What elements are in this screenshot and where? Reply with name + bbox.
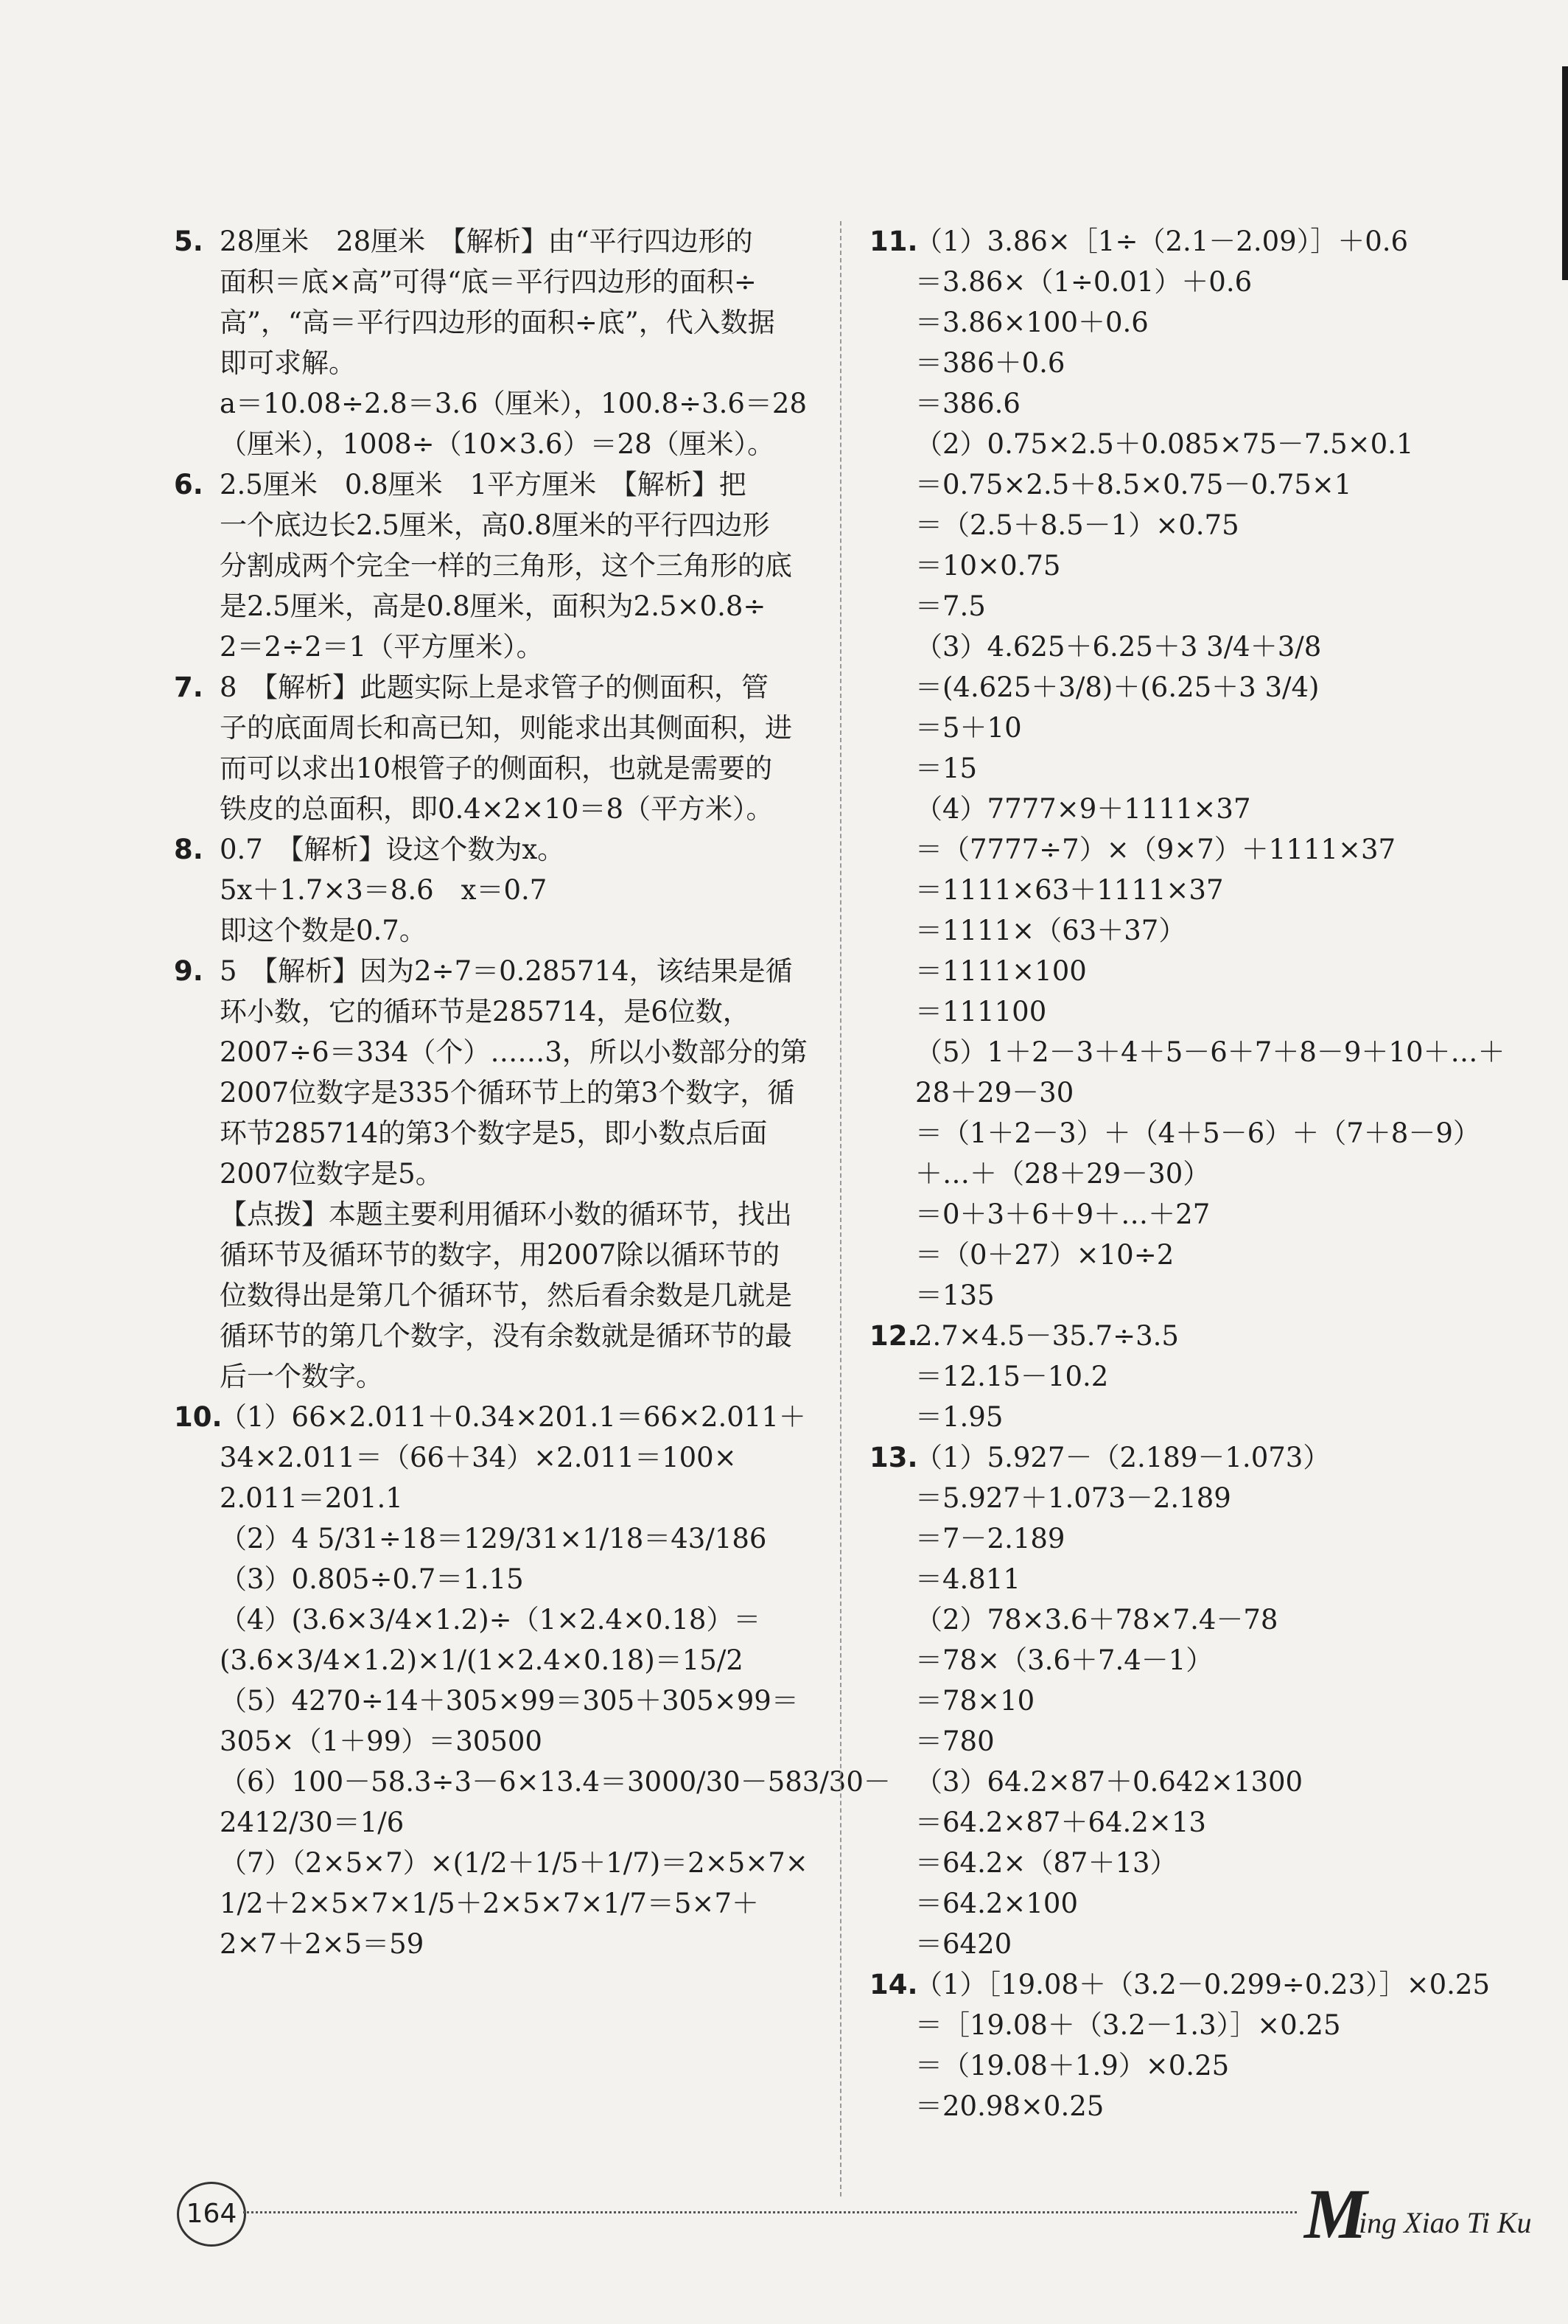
line-text: ＝3.86×（1÷0.01）＋0.6	[915, 266, 1253, 298]
line-text: ＝64.2×（87＋13）	[915, 1847, 1177, 1879]
answer-line	[869, 1113, 1518, 1154]
answer-line	[869, 262, 1518, 302]
answer-line	[174, 1640, 822, 1681]
question-block	[174, 667, 822, 829]
page-footer	[155, 2167, 1532, 2255]
line-text: （2）0.75×2.5＋0.085×75－7.5×0.1	[915, 428, 1414, 460]
answer-line	[174, 1275, 822, 1316]
answer-line	[869, 951, 1518, 991]
line-text: 环节285714的第3个数字是5，即小数点后面	[220, 1117, 768, 1149]
line-text: ＝(4.625＋3/8)＋(6.25＋3 3/4)	[915, 671, 1320, 703]
answer-line	[869, 748, 1518, 789]
answer-line	[174, 789, 822, 829]
answer-line	[174, 424, 822, 464]
line-text: 2.7×4.5－35.7÷3.5	[915, 1320, 1179, 1352]
line-text: ＝1111×（63＋37）	[915, 915, 1186, 946]
answer-line	[869, 1194, 1518, 1235]
line-text: ＝（19.08＋1.9）×0.25	[915, 2050, 1230, 2082]
question-block	[174, 951, 822, 1194]
line-text: 一个底边长2.5厘米，高0.8厘米的平行四边形	[220, 509, 770, 541]
line-text: ＋…＋（28＋29－30）	[915, 1158, 1211, 1190]
question-number: 14.	[869, 1969, 918, 2000]
answer-line	[174, 991, 822, 1032]
answer-line	[869, 1640, 1518, 1681]
answer-line	[174, 1478, 822, 1518]
line-text: （1）5.927－（2.189－1.073）	[915, 1442, 1331, 1473]
line-text: ＝4.811	[915, 1563, 1021, 1595]
answer-line	[174, 708, 822, 748]
answer-line	[174, 1924, 822, 1964]
line-text: 子的底面周长和高已知，则能求出其侧面积，进	[220, 712, 792, 744]
answer-line	[174, 1518, 822, 1559]
answer-line	[174, 1599, 822, 1640]
answer-line	[869, 2005, 1518, 2045]
line-text: ＝386.6	[915, 388, 1021, 419]
answer-line	[174, 829, 822, 870]
line-text: 分割成两个完全一样的三角形，这个三角形的底	[220, 550, 792, 582]
answer-line	[869, 1843, 1518, 1883]
line-text: （3）64.2×87＋0.642×1300	[915, 1766, 1303, 1798]
answer-line	[174, 1559, 822, 1599]
line-text: ＝0＋3＋6＋9＋…＋27	[915, 1198, 1211, 1230]
answer-line	[174, 1194, 822, 1235]
answer-line	[869, 343, 1518, 383]
line-text: 铁皮的总面积，即0.4×2×10＝8（平方米）。	[220, 793, 774, 825]
left-column	[174, 221, 891, 1964]
answer-line	[869, 424, 1518, 464]
line-text: （6）100－58.3÷3－6×13.4＝3000/30－583/30－	[220, 1766, 891, 1798]
question-block	[174, 829, 822, 951]
line-text: ＝5.927＋1.073－2.189	[915, 1482, 1231, 1514]
question-block	[869, 1964, 1518, 2126]
line-text: 是2.5厘米，高是0.8厘米，面积为2.5×0.8÷	[220, 590, 766, 622]
answer-line	[174, 1437, 822, 1478]
answer-line	[869, 2086, 1518, 2126]
answer-line	[174, 1072, 822, 1113]
line-text: 【点拨】本题主要利用循环小数的循环节，找出	[220, 1198, 792, 1230]
answer-line	[869, 1072, 1518, 1113]
question-number: 6.	[174, 469, 203, 500]
answer-line	[869, 708, 1518, 748]
answer-line	[869, 1924, 1518, 1964]
line-text: ＝［19.08＋（3.2－1.3）］×0.25	[915, 2009, 1341, 2041]
page-number: 164	[177, 2182, 246, 2247]
answer-line	[869, 1802, 1518, 1843]
question-number: 11.	[869, 226, 918, 257]
page-edge-mark	[1562, 66, 1568, 280]
line-text: ＝780	[915, 1725, 995, 1757]
answer-line	[174, 383, 822, 424]
question-block	[869, 1437, 1518, 1964]
line-text: 2.011＝201.1	[220, 1482, 403, 1514]
question-number: 9.	[174, 955, 203, 987]
line-text: ＝135	[915, 1280, 995, 1311]
answer-line	[869, 991, 1518, 1032]
line-text: ＝15	[915, 753, 978, 784]
answer-line	[869, 545, 1518, 586]
line-text: 面积＝底×高”可得“底＝平行四边形的面积÷	[220, 266, 757, 298]
line-text: ＝10×0.75	[915, 550, 1061, 582]
line-text: 2007位数字是5。	[220, 1158, 443, 1190]
line-text: 高”，“高＝平行四边形的面积÷底”，代入数据	[220, 307, 775, 338]
question-number: 12.	[869, 1320, 918, 1352]
question-block	[174, 1194, 822, 1397]
answer-line	[174, 1762, 891, 1802]
line-text: ＝5＋10	[915, 712, 1022, 744]
line-text: 5x＋1.7×3＝8.6 x＝0.7	[220, 874, 547, 906]
line-text: ＝1111×100	[915, 955, 1087, 987]
answer-line	[174, 1235, 822, 1275]
answer-line	[869, 1316, 1518, 1356]
answer-line	[174, 1154, 822, 1194]
answer-line	[869, 1154, 1518, 1194]
answer-line	[869, 910, 1518, 951]
line-text: ＝3.86×100＋0.6	[915, 307, 1149, 338]
line-text: ＝1.95	[915, 1401, 1004, 1433]
answer-line	[869, 1275, 1518, 1316]
answer-line	[869, 302, 1518, 343]
question-block	[174, 1397, 891, 1964]
question-number: 5.	[174, 226, 203, 257]
answer-line	[869, 505, 1518, 545]
line-text: ＝7－2.189	[915, 1523, 1065, 1554]
line-text: a＝10.08÷2.8＝3.6（厘米），100.8÷3.6＝28	[220, 388, 808, 419]
line-text: （7）（2×5×7）×(1/2＋1/5＋1/7)＝2×5×7×	[220, 1847, 808, 1879]
line-text: 2007÷6＝334（个）……3，所以小数部分的第	[220, 1036, 808, 1068]
answer-line	[869, 1883, 1518, 1924]
answer-line	[174, 870, 822, 910]
line-text: 循环节的第几个数字，没有余数就是循环节的最	[220, 1320, 792, 1352]
line-text: 305×（1＋99）＝30500	[220, 1725, 542, 1757]
line-text: ＝1111×63＋1111×37	[915, 874, 1224, 906]
line-text: 即可求解。	[220, 347, 356, 379]
line-text: ＝111100	[915, 996, 1047, 1027]
line-text: （4）(3.6×3/4×1.2)÷（1×2.4×0.18）＝	[220, 1604, 761, 1636]
answer-line	[869, 221, 1518, 262]
line-text: （2）78×3.6＋78×7.4－78	[915, 1604, 1278, 1636]
line-text: ＝（2.5＋8.5－1）×0.75	[915, 509, 1239, 541]
line-text: 即这个数是0.7。	[220, 915, 427, 946]
line-text: 环小数，它的循环节是285714，是6位数，	[220, 996, 750, 1027]
answer-line	[869, 1964, 1518, 2005]
answer-line	[869, 667, 1518, 708]
line-text: 28＋29－30	[915, 1077, 1074, 1109]
line-text: ＝78×（3.6＋7.4－1）	[915, 1644, 1214, 1676]
line-text: （4）7777×9＋1111×37	[915, 793, 1251, 825]
line-text: （2）4 5/31÷18＝129/31×1/18＝43/186	[220, 1523, 767, 1554]
question-number: 10.	[174, 1401, 223, 1433]
answer-line	[174, 505, 822, 545]
question-number: 13.	[869, 1442, 918, 1473]
line-text: 而可以求出10根管子的侧面积，也就是需要的	[220, 753, 773, 784]
answer-line	[869, 1762, 1518, 1802]
answer-line	[174, 1843, 822, 1883]
answer-line	[869, 464, 1518, 505]
answer-line	[174, 1113, 822, 1154]
answer-line	[869, 1599, 1518, 1640]
line-text: 循环节及循环节的数字，用2007除以循环节的	[220, 1239, 780, 1271]
answer-line	[174, 910, 822, 951]
line-text: （1）66×2.011＋0.34×201.1＝66×2.011＋	[220, 1401, 806, 1433]
line-text: ＝64.2×87＋64.2×13	[915, 1807, 1206, 1838]
answer-line	[174, 464, 822, 505]
question-block	[174, 221, 822, 464]
line-text: ＝12.15－10.2	[915, 1361, 1109, 1392]
answer-line	[174, 1397, 822, 1437]
answer-line	[869, 829, 1518, 870]
answer-line	[174, 1356, 822, 1397]
line-text: （1）［19.08＋（3.2－0.299÷0.23）］×0.25	[915, 1969, 1490, 2000]
line-text: ＝78×10	[915, 1685, 1035, 1717]
line-text: 1/2＋2×5×7×1/5＋2×5×7×1/7＝5×7＋	[220, 1888, 759, 1919]
answer-line	[174, 1032, 822, 1072]
line-text: ＝20.98×0.25	[915, 2090, 1105, 2122]
answer-line	[174, 343, 822, 383]
answer-line	[869, 383, 1518, 424]
line-text: ＝（7777÷7）×（9×7）＋1111×37	[915, 834, 1396, 865]
answer-line	[174, 748, 822, 789]
line-text: 2＝2÷2＝1（平方厘米）。	[220, 631, 544, 663]
answer-line	[174, 1721, 822, 1762]
answer-line	[869, 870, 1518, 910]
answer-line	[174, 1802, 822, 1843]
line-text: ＝0.75×2.5＋8.5×0.75－0.75×1	[915, 469, 1352, 500]
line-text: 0.7 【解析】设这个数为x。	[220, 834, 565, 865]
answer-line	[869, 1478, 1518, 1518]
answer-line	[869, 1437, 1518, 1478]
answer-line	[869, 1559, 1518, 1599]
right-column	[869, 221, 1518, 2126]
line-text: （3）0.805÷0.7＝1.15	[220, 1563, 524, 1595]
answer-line	[174, 627, 822, 667]
answer-line	[869, 627, 1518, 667]
answer-line	[174, 1316, 822, 1356]
line-text: 位数得出是第几个循环节，然后看余数是几就是	[220, 1280, 792, 1311]
line-text: 后一个数字。	[220, 1361, 383, 1392]
column-divider	[840, 221, 841, 2196]
answer-line	[869, 1032, 1518, 1072]
answer-line	[869, 1721, 1518, 1762]
line-text: ＝（0＋27）×10÷2	[915, 1239, 1175, 1271]
answer-line	[869, 789, 1518, 829]
line-text: ＝7.5	[915, 590, 986, 622]
line-text: （1）3.86×［1÷（2.1－2.09）］＋0.6	[915, 226, 1409, 257]
line-text: （5）1＋2－3＋4＋5－6＋7＋8－9＋10＋…＋	[915, 1036, 1505, 1068]
answer-line	[174, 951, 822, 991]
answer-line	[869, 2045, 1518, 2086]
answer-line	[869, 1681, 1518, 1721]
brand-logo	[1304, 2174, 1568, 2253]
question-block	[869, 221, 1518, 1316]
line-text: 2×7＋2×5＝59	[220, 1928, 424, 1960]
line-text: (3.6×3/4×1.2)×1/(1×2.4×0.18)＝15/2	[220, 1644, 743, 1676]
line-text: ＝6420	[915, 1928, 1012, 1960]
question-block	[174, 464, 822, 667]
answer-line	[869, 1356, 1518, 1397]
answer-line	[869, 1235, 1518, 1275]
answer-line	[174, 221, 822, 262]
answer-line	[869, 586, 1518, 627]
line-text: （5）4270÷14＋305×99＝305＋305×99＝	[220, 1685, 799, 1717]
answer-line	[174, 586, 822, 627]
line-text: 5 【解析】因为2÷7＝0.285714，该结果是循	[220, 955, 793, 987]
answer-line	[174, 667, 822, 708]
footer-rule	[243, 2211, 1297, 2213]
question-number: 7.	[174, 671, 203, 703]
line-text: 2412/30＝1/6	[220, 1807, 405, 1838]
line-text: 34×2.011＝（66＋34）×2.011＝100×	[220, 1442, 737, 1473]
line-text: ＝64.2×100	[915, 1888, 1079, 1919]
question-number: 8.	[174, 834, 203, 865]
line-text: 2007位数字是335个循环节上的第3个数字，循	[220, 1077, 795, 1109]
answer-line	[869, 1397, 1518, 1437]
line-text: 2.5厘米 0.8厘米 1平方厘米 【解析】把	[220, 469, 746, 500]
answer-line	[869, 1518, 1518, 1559]
answer-line	[174, 302, 822, 343]
brand-text: ing Xiao Ti Ku	[1359, 2206, 1532, 2239]
line-text: ＝（1＋2－3）＋（4＋5－6）＋（7＋8－9）	[915, 1117, 1480, 1149]
line-text: 8 【解析】此题实际上是求管子的侧面积，管	[220, 671, 769, 703]
brand-initial: M	[1304, 2174, 1368, 2253]
line-text: 28厘米 28厘米 【解析】由“平行四边形的	[220, 226, 753, 257]
answer-line	[174, 262, 822, 302]
question-block	[869, 1316, 1518, 1437]
line-text: ＝386＋0.6	[915, 347, 1065, 379]
answer-line	[174, 1681, 822, 1721]
answer-line	[174, 545, 822, 586]
line-text: （3）4.625＋6.25＋3 3/4＋3/8	[915, 631, 1322, 663]
line-text: （厘米），1008÷（10×3.6）＝28（厘米）。	[220, 428, 775, 460]
answer-line	[174, 1883, 822, 1924]
